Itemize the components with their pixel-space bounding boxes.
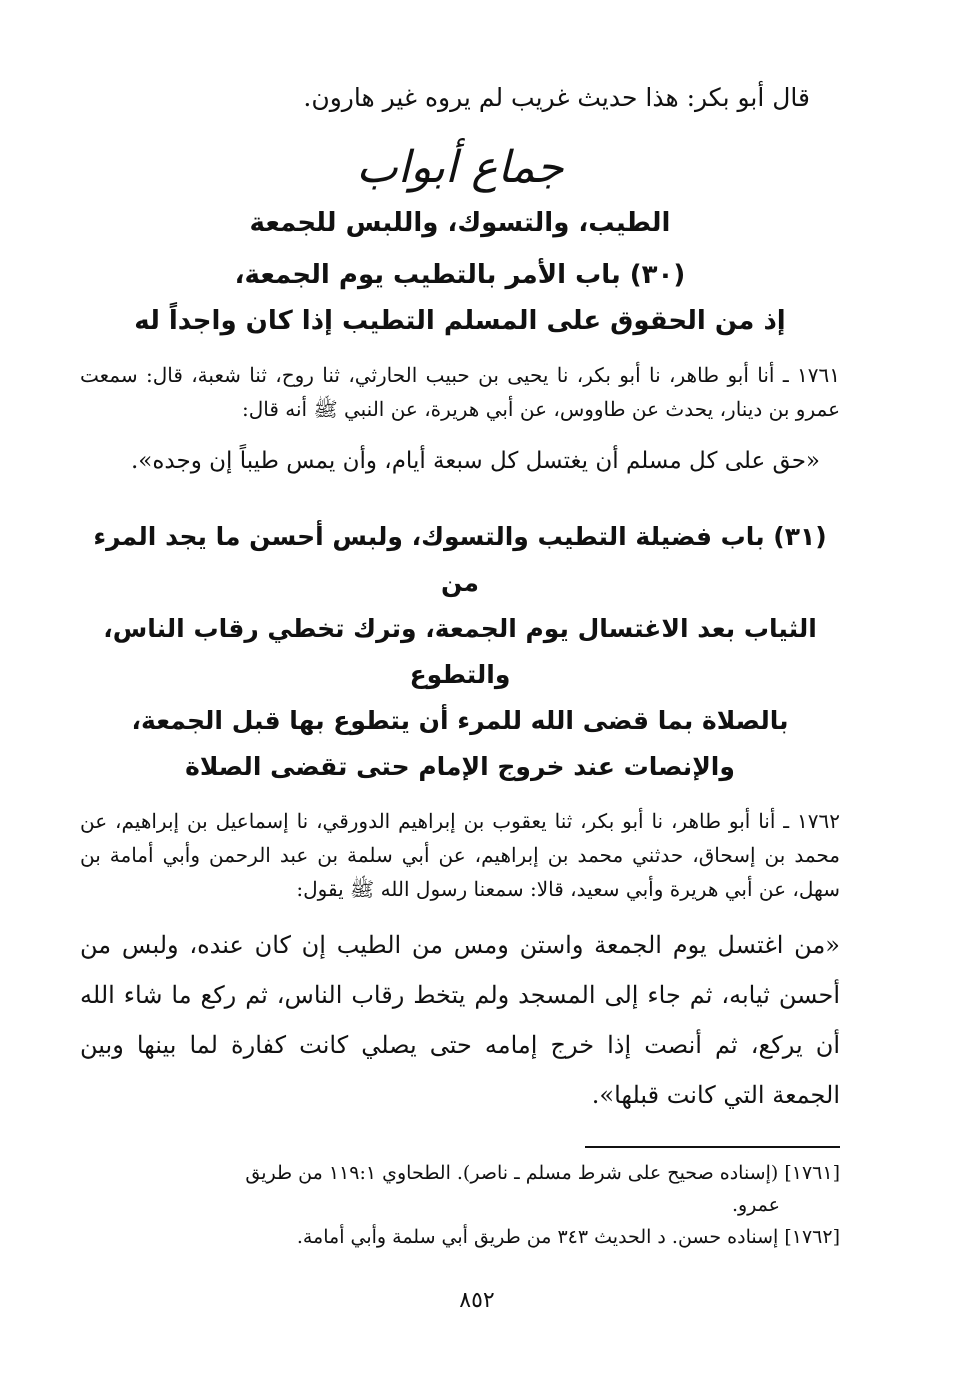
footnote-divider [585,1146,840,1148]
book-page [80,70,840,1254]
page-number: ٨٥٢ [459,1288,495,1313]
footnote-1761: [١٧٦١] (إسناده صحيح على شرط مسلم ـ ناصر). الطحاوي ١١٩:١ من طريق [245,1162,840,1184]
hadith-1762-isnad: ١٧٦٢ ـ أنا أبو طاهر، نا أبو بكر، ثنا يعقوب بن إبراهيم الدورقي، نا إسماعيل بن إبراهيم، عن محمد بن إسحاق، حدثني محمد بن إبراهيم، عن أبي سلمة بن عبد الرحمن وأبي أمامة بن سهل، عن أبي هريرة وأبي سعيد، قالا: سمعنا رسول الله ﷺ يقول: [80,809,840,901]
section-title: الطيب، والتسوك، واللبس للجمعة [249,208,671,238]
intro-line: قال أبو بكر: هذا حديث غريب لم يروه غير هارون. [303,83,810,112]
chapter-31-line-1: (٣١) باب فضيلة التطيب والتسوك، ولبس أحسن ما يجد المرء من [93,522,827,597]
hadith-1761-matn: «حق على كل مسلم أن يغتسل كل سبعة أيام، وأن يمس طيباً إن وجده». [131,448,820,474]
hadith-1761-isnad: ١٧٦١ ـ أنا أبو طاهر، نا أبو بكر، نا يحيى بن حبيب الحارثي، ثنا روح، ثنا شعبة، قال: سمعت عمرو بن دينار، يحدث عن طاووس، عن أبي هريرة، عن النبي ﷺ أنه قال: [80,363,840,421]
chapter-31-line-2: الثياب بعد الاغتسال يوم الجمعة، وترك تخطي رقاب الناس، والتطوع [103,614,817,689]
chapter-31-line-4: والإنصات عند خروج الإمام حتى تقضى الصلاة [185,752,735,781]
chapter-30-line-1: (٣٠) باب الأمر بالتطيب يوم الجمعة، [234,260,686,290]
footnote-1761-continuation: عمرو. [731,1194,780,1216]
chapter-30-heading [80,252,840,344]
chapter-30-line-2: إذ من الحقوق على المسلم التطيب إذا كان واجداً له [134,306,786,336]
footnote-1762: [١٧٦٢] إسناده حسن. د الحديث ٣٤٣ من طريق أبي سلمة وأبي أمامة. [296,1226,840,1248]
banner-title: جماع أبواب [356,142,564,193]
chapter-31-heading [80,514,840,790]
chapter-31-line-3: بالصلاة بما قضى الله للمرء أن يتطوع بها قبل الجمعة، [131,706,789,735]
hadith-1762-matn: «من اغتسل يوم الجمعة واستن ومس من الطيب إن كان عنده، ولبس من أحسن ثيابه، ثم جاء إلى المسجد ولم يتخط رقاب الناس، ثم ركع ما شاء الله أن يركع، ثم أنصت إذا خرج إمامه حتى يصلي كانت كفارة لما بينها وبين الجمعة التي كانت قبلها». [80,931,840,1109]
